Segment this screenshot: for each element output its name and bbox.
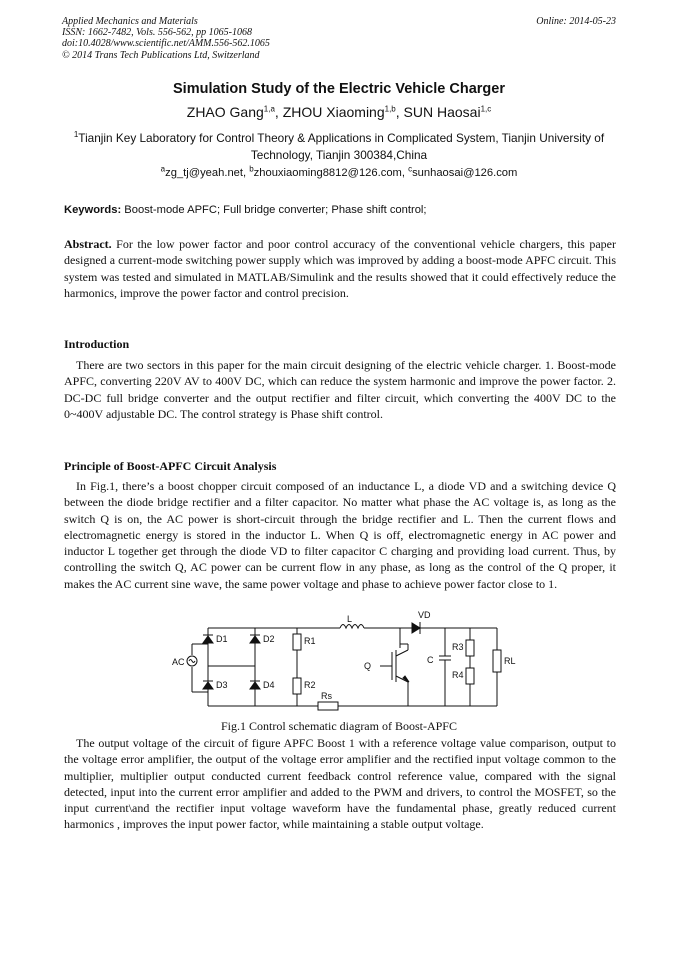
abstract-text: For the low power factor and poor control accuracy of the conventional vehicle chargers, this paper designed a current-mode switching power supply which was improved by adding a boost-mode APFC circuit. This system was tested and simulated in MATLAB/Simulink and the results showed that it could effectively reduce the harmonics, improve the power factor and control precision. — [64, 237, 616, 300]
diode-d1 — [203, 635, 213, 643]
principle-paragraph — [64, 478, 616, 592]
introduction-paragraph — [64, 357, 616, 422]
affiliation-text: Tianjin Key Laboratory for Control Theory & Applications in Complicated System, Tianjin University of Technology, Tianjin 300384,China — [78, 131, 605, 162]
email-sup: c — [408, 164, 413, 174]
author-sep: , — [395, 104, 404, 120]
resistor-r1 — [293, 634, 301, 650]
label-d1: D1 — [216, 634, 228, 644]
author-list — [0, 104, 678, 120]
label-d2: D2 — [263, 634, 275, 644]
author-sup: 1,b — [384, 104, 396, 114]
mosfet-q — [380, 644, 409, 706]
label-r3: R3 — [452, 642, 464, 652]
boost-apfc-schematic — [0, 606, 678, 716]
copyright-line: © 2014 Trans Tech Publications Ltd, Switzerland — [62, 49, 260, 61]
principle-text: In Fig.1, there’s a boost chopper circuit composed of an inductance L, a diode VD and a switching device Q between the diode bridge rectifier and a filter capacitor. No matter what phase the AC voltage is, as long as the switch Q is on, the AC power is short-circuit through the bridge rectifier and L. Then the current flows and electromagnetic energy is stored in the inductor L. When Q is off, electromagnetic energy in AC power and inductor L together get through the diode VD to filter capacitor C charging and providing load current. Thus, by controlling the switch Q, AC power can be current flow in any phase, as long as the control of the Q proper, it makes the AC current sine wave, the same power voltage and phase to achieve power factor close to 1. — [64, 479, 616, 591]
label-l: L — [347, 614, 353, 624]
diode-d4 — [250, 681, 260, 689]
affiliation-sup: 1 — [73, 130, 79, 140]
label-rs: Rs — [321, 691, 332, 701]
label-rl: RL — [504, 656, 516, 666]
introduction-text: There are two sectors in this paper for the main circuit designing of the electric vehicle charger. 1. Boost-mode APFC, converting 220V AV to 400V DC, which can reduce the system harmonic and improve the power factor. 2. DC-DC full bridge converter and the output rectifier and filter circuit, which converting the 400V DC to the 0~400V adjustable DC. The control strategy is Phase shift control. — [64, 358, 616, 421]
resistor-r4 — [466, 668, 474, 684]
author-sep: , — [274, 104, 283, 120]
label-d3: D3 — [216, 680, 228, 690]
abstract — [64, 236, 616, 301]
label-c: C — [427, 655, 434, 665]
diode-d2 — [250, 635, 260, 643]
email-link[interactable]: zg_tj@yeah.net, — [165, 167, 250, 179]
affiliation — [70, 130, 608, 163]
section-heading-principle: Principle of Boost-APFC Circuit Analysis — [64, 459, 277, 473]
author-name: ZHOU Xiaoming — [282, 104, 385, 120]
paper-title: Simulation Study of the Electric Vehicle Charger — [173, 81, 505, 97]
email-sup: a — [160, 164, 166, 174]
keywords-label: Keywords: — [64, 204, 122, 216]
journal-name: Applied Mechanics and Materials — [62, 16, 198, 27]
author-name: SUN Haosai — [403, 104, 481, 120]
output-text: The output voltage of the circuit of figure APFC Boost 1 with a reference voltage value comparison, output to the voltage error amplifier, the output of the voltage error amplifier and the rectified input voltage common to the multiplier, multiplier output conducted current feedback control reference value, compared with the signal detected, input into the current error amplifier and added to the PWM and drivers, to control the MOSFET, so the input current\and the rectifier input voltage waveform have the fundamental phase, greatly reduced current harmonics , improves the input power factor, while maintaining a stable output voltage. — [64, 736, 616, 832]
label-ac: AC — [172, 657, 185, 667]
output-paragraph — [64, 735, 616, 833]
email-sup: b — [249, 164, 254, 174]
inductor-l — [340, 625, 364, 629]
label-d4: D4 — [263, 680, 275, 690]
section-heading-introduction: Introduction — [64, 337, 130, 351]
email-link[interactable]: sunhaosai@126.com — [412, 167, 518, 179]
label-r2: R2 — [304, 680, 316, 690]
resistor-rl — [493, 650, 501, 672]
keywords — [64, 204, 616, 216]
author-sup: 1,a — [263, 104, 275, 114]
resistor-rs — [318, 702, 338, 710]
journal-header — [62, 16, 616, 61]
author-sup: 1,c — [480, 104, 492, 114]
diode-vd — [412, 622, 420, 634]
figure-caption: Fig.1 Control schematic diagram of Boost-APFC — [221, 719, 457, 733]
author-name: ZHAO Gang — [186, 104, 264, 120]
email-list — [0, 164, 678, 179]
label-vd: VD — [418, 610, 431, 620]
label-r1: R1 — [304, 636, 316, 646]
label-q: Q — [364, 661, 372, 671]
keywords-text: Boost-mode APFC; Full bridge converter; Phase shift control; — [121, 204, 427, 216]
abstract-label: Abstract. — [64, 237, 112, 251]
online-date: Online: 2014-05-23 — [536, 16, 616, 27]
diode-d3 — [203, 681, 213, 689]
email-link[interactable]: zhouxiaoming8812@126.com, — [253, 167, 409, 179]
resistor-r3 — [466, 640, 474, 656]
label-r4: R4 — [452, 670, 464, 680]
doi-line: doi:10.4028/www.scientific.net/AMM.556-562.1065 — [62, 38, 270, 50]
issn-line: ISSN: 1662-7482, Vols. 556-562, pp 1065-1068 — [62, 27, 252, 39]
ac-source-symbol — [187, 644, 208, 692]
resistor-r2 — [293, 678, 301, 694]
